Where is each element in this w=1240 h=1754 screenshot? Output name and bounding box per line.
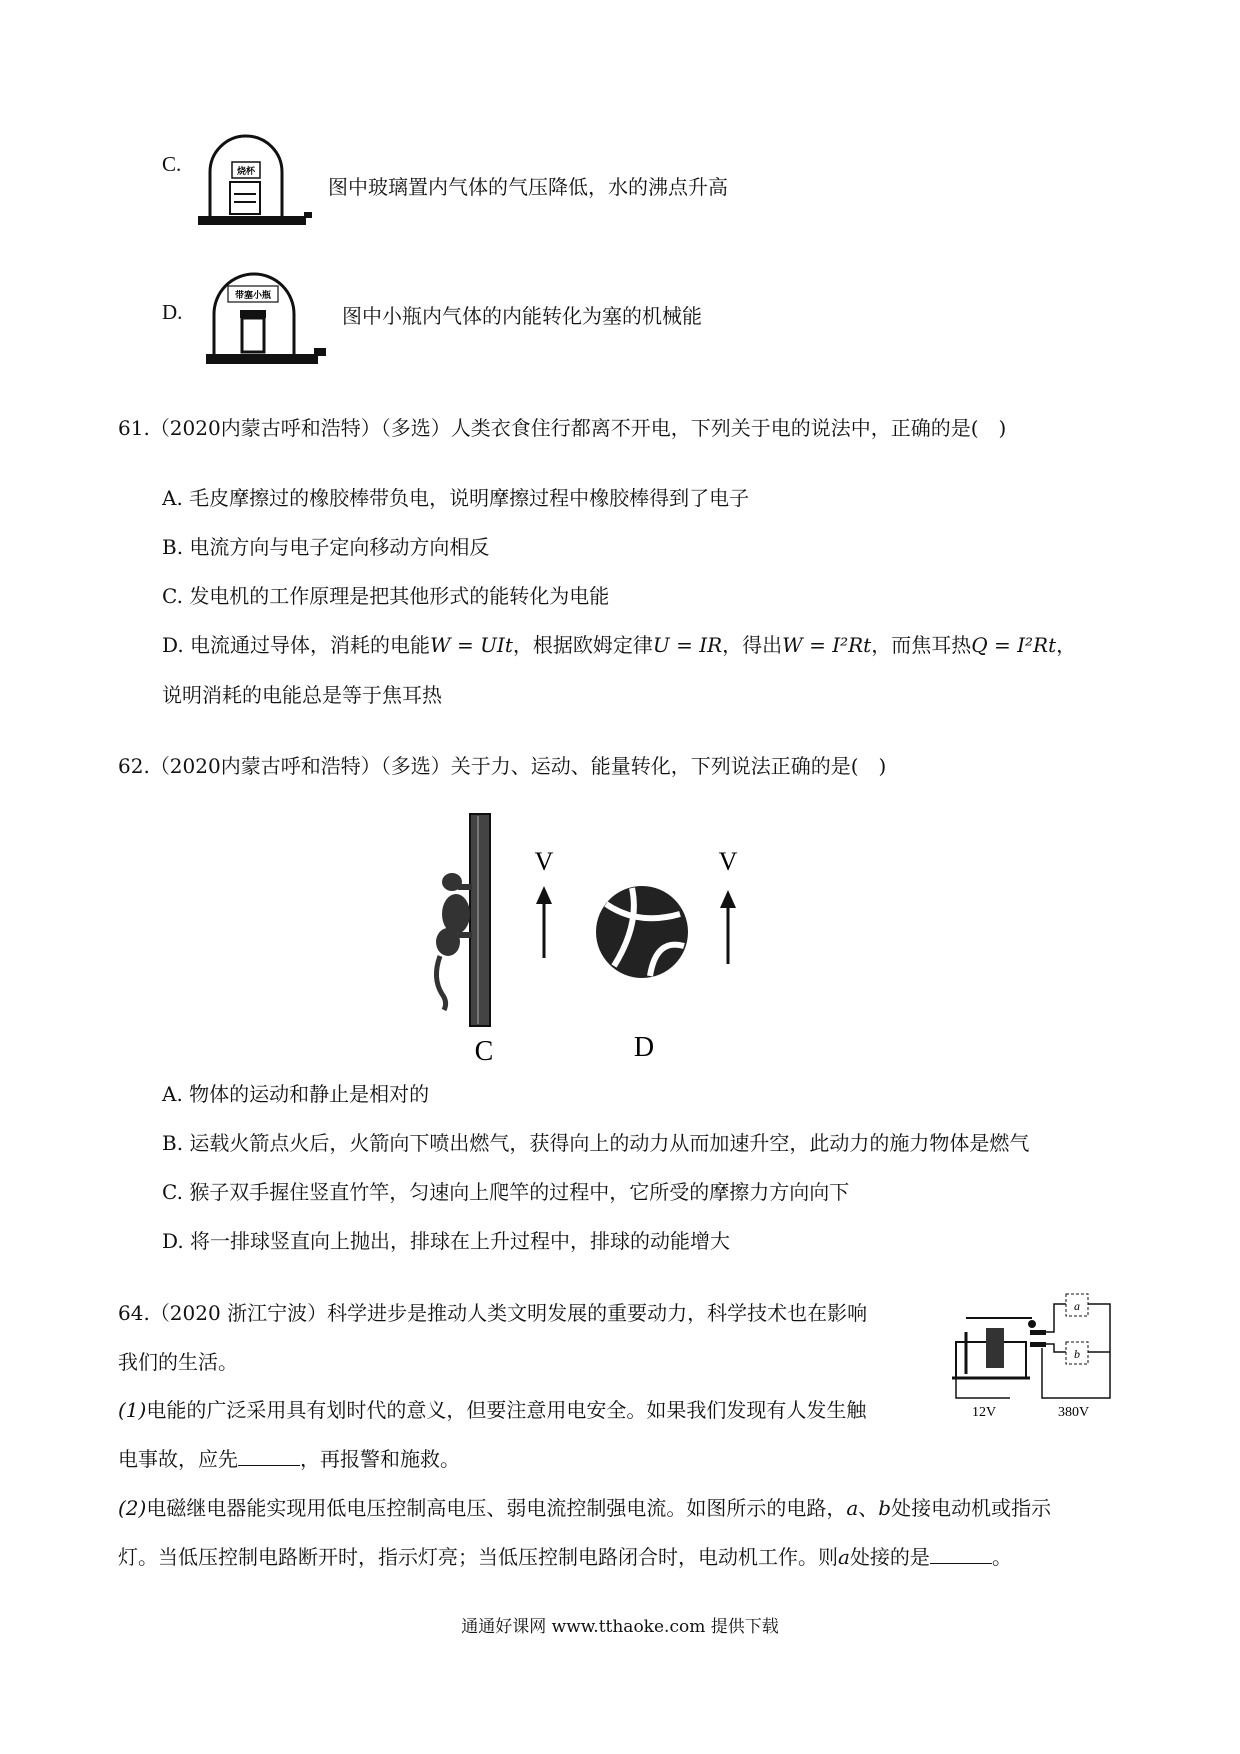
- option-b: [162, 1127, 1029, 1156]
- option-a: [162, 482, 749, 511]
- option-text: ，: [1056, 633, 1077, 657]
- option-text: 电流方向与电子定向移动方向相反: [189, 535, 490, 559]
- part-text: 处接的是: [849, 1545, 930, 1569]
- arrow-label-v: V: [718, 847, 738, 876]
- arrow-label-v: V: [534, 847, 554, 876]
- option-letter: B.: [162, 1131, 184, 1155]
- image-label: 带塞小瓶: [234, 291, 272, 301]
- question-source: （2020 浙江宁波）: [149, 1301, 328, 1325]
- part-2-line2: [118, 1541, 1012, 1570]
- option-text: 物体的运动和静止是相对的: [189, 1082, 430, 1106]
- part-text: 灯。当低压控制电路断开时，指示灯亮；当低压控制电路闭合时，电动机工作。则: [118, 1545, 838, 1569]
- variable-b: b: [878, 1496, 892, 1520]
- part-text: ，再报警和施救。: [300, 1447, 460, 1471]
- formula: U = IR: [652, 633, 723, 657]
- question-header: [118, 750, 886, 779]
- question-stem: 人类衣食住行都离不开电，下列关于电的说法中，正确的是( ): [450, 416, 1007, 440]
- option-b: [162, 531, 489, 560]
- question-header: [118, 1297, 867, 1326]
- option-text: ，得出: [722, 633, 783, 657]
- formula: Q = I²Rt: [971, 633, 1057, 657]
- option-letter: C.: [162, 1180, 183, 1204]
- option-text: 图中小瓶内气体的内能转化为塞的机械能: [342, 304, 702, 328]
- option-d-line2: 说明消耗的电能总是等于焦耳热: [162, 683, 442, 707]
- relay-circuit-figure: [946, 1282, 1124, 1420]
- bell-jar-bottle-figure: [204, 262, 332, 366]
- monkey-ball-figure: [418, 806, 748, 1066]
- circuit-label-b: b: [1074, 1347, 1080, 1361]
- option-d: [162, 1225, 730, 1254]
- figure-label-c: C: [474, 1036, 494, 1066]
- option-c: [162, 1176, 849, 1205]
- option-letter: A.: [162, 1082, 183, 1106]
- voltage-high-label: 380V: [1058, 1405, 1090, 1420]
- option-text: 电流通过导体，消耗的电能: [190, 633, 431, 657]
- variable-a: a: [838, 1545, 850, 1569]
- part-text: 。: [991, 1545, 1012, 1569]
- bell-jar-beaker-figure: [196, 124, 316, 228]
- question-number: 64.: [118, 1301, 150, 1325]
- answer-blank[interactable]: [930, 1543, 992, 1564]
- formula: W = UIt: [430, 633, 513, 657]
- part-text: 处接电动机或指示: [891, 1496, 1052, 1520]
- option-letter: A.: [162, 486, 183, 510]
- part-text: 电磁继电器能实现用低电压控制高电压、弱电流控制强电流。如图所示的电路，: [146, 1496, 847, 1520]
- part-text: 、: [858, 1496, 879, 1520]
- variable-a: a: [846, 1496, 859, 1520]
- option-text: ，根据欧姆定律: [512, 633, 653, 657]
- figure-label-d: D: [633, 1032, 655, 1063]
- part-1-line2: [118, 1443, 460, 1472]
- bamboo-pole: [470, 814, 490, 1026]
- option-letter: C.: [162, 584, 183, 608]
- up-arrow-icon: [720, 890, 736, 908]
- volleyball-icon: [596, 886, 688, 978]
- image-label: 烧杯: [236, 167, 256, 177]
- part-text: 电事故，应先: [118, 1447, 238, 1471]
- option-letter: B.: [162, 535, 184, 559]
- circuit-label-a: a: [1074, 1299, 1080, 1313]
- part-label: (1): [118, 1398, 147, 1422]
- option-text: 猴子双手握住竖直竹竿，匀速向上爬竿的过程中，它所受的摩擦力方向向下: [189, 1180, 850, 1204]
- part-1-line1: [118, 1394, 866, 1423]
- option-letter: D.: [162, 300, 183, 324]
- question-number: 61.: [118, 416, 150, 440]
- option-a: [162, 1078, 429, 1107]
- question-stem-line2: 我们的生活。: [118, 1350, 238, 1374]
- question-stem: 科学进步是推动人类文明发展的重要动力，科学技术也在影响: [327, 1301, 868, 1325]
- part-label: (2): [118, 1496, 147, 1520]
- option-text: ，而焦耳热: [871, 633, 972, 657]
- option-letter: D.: [162, 1229, 184, 1253]
- option-text: 将一排球竖直向上抛出，排球在上升过程中，排球的动能增大: [190, 1229, 731, 1253]
- up-arrow-icon: [536, 886, 552, 904]
- part-text: 电能的广泛采用具有划时代的意义，但要注意用电安全。如果我们发现有人发生触: [146, 1398, 867, 1422]
- part-2-line1: [118, 1492, 1051, 1521]
- formula: W = I²Rt: [782, 633, 872, 657]
- page-footer: 通通好课网 www.tthaoke.com 提供下载: [461, 1617, 779, 1637]
- answer-blank[interactable]: [238, 1445, 300, 1466]
- question-header: [118, 412, 1006, 441]
- question-source: （2020内蒙古呼和浩特）（多选）: [149, 416, 451, 440]
- option-letter: C.: [162, 152, 182, 176]
- question-number: 62.: [118, 754, 150, 778]
- question-source: （2020内蒙古呼和浩特）（多选）: [149, 754, 451, 778]
- option-text: 发电机的工作原理是把其他形式的能转化为电能: [189, 584, 610, 608]
- option-text: 图中玻璃置内气体的气压降低，水的沸点升高: [328, 175, 728, 199]
- option-text: 毛皮摩擦过的橡胶棒带负电，说明摩擦过程中橡胶棒得到了电子: [189, 486, 750, 510]
- question-stem: 关于力、运动、能量转化，下列说法正确的是( ): [450, 754, 887, 778]
- option-text: 运载火箭点火后，火箭向下喷出燃气，获得向上的动力从而加速升空，此动力的施力物体是燃气: [189, 1131, 1030, 1155]
- option-letter: D.: [162, 633, 184, 657]
- option-c: [162, 580, 609, 609]
- option-d: [162, 629, 1076, 658]
- monkey-icon: [436, 873, 472, 1010]
- voltage-low-label: 12V: [972, 1405, 997, 1420]
